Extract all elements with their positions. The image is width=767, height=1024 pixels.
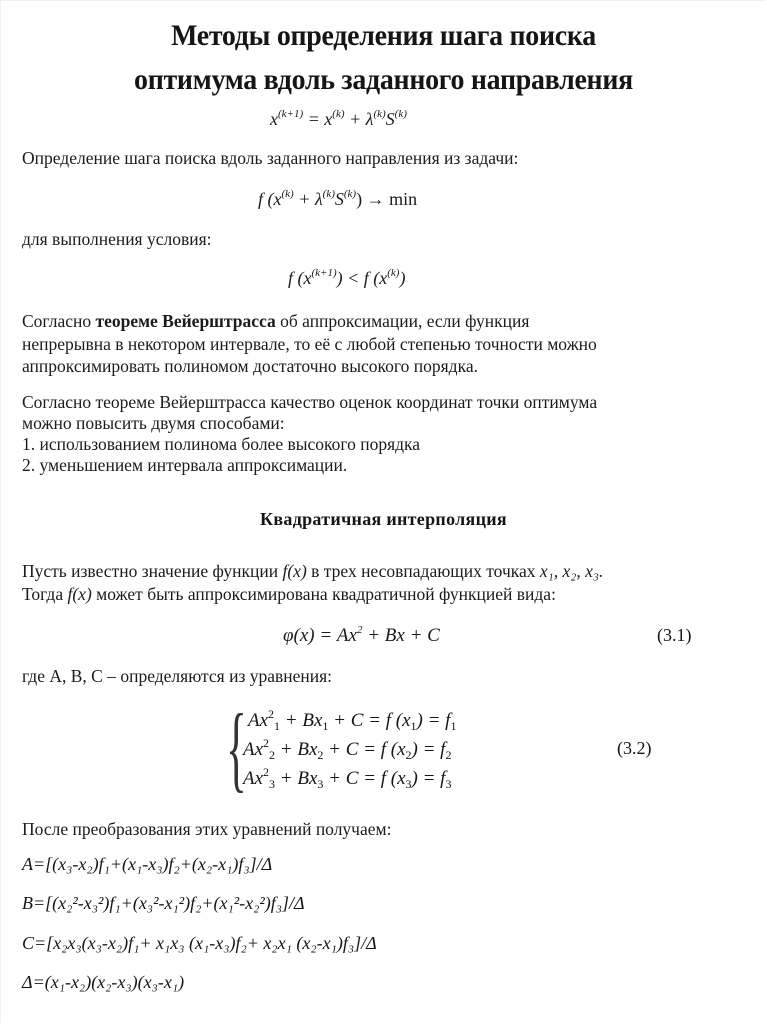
quality-line2: можно повысить двумя способами:: [22, 413, 285, 433]
result-delta: Δ=(x₁-x₂)(x₂-x₃)(x₃-x₁): [22, 972, 185, 992]
formula-condition: f $(x^{(k+1)}) < f$ $(x^{(k)})$: [288, 267, 406, 288]
weierstrass-line1: Согласно теореме Вейерштрасса об аппроксимации, если функция: [22, 311, 530, 331]
interp-line2: Тогда f(x) может быть аппроксимирована квадратичной функцией вида:: [22, 584, 556, 604]
result-B: B=[(x₂²-x₃²)f₁+(x₃²-x₁²)f₂+(x₁²-x₂²)f₃]/Δ: [22, 893, 305, 913]
system-row-3: $Ax^2_3 + Bx_3 + C = f$ $(x_3) = f_3$: [243, 765, 452, 791]
weierstrass-line2: непрерывна в некотором интервале, то её с любой степенью точности можно: [22, 334, 597, 354]
equation-number-3-1: (3.1): [657, 625, 692, 645]
paragraph-condition: для выполнения условия:: [22, 229, 212, 249]
formula-iteration: $x^{(k+1)} = x^{(k)} + \lambda^{(k)}S^{(k)}$: [270, 108, 407, 129]
quality-list-item-1: 1. использованием полинома более высокого порядка: [22, 434, 421, 454]
equation-3-1: $\varphi(x) = Ax^2 + Bx + C$: [283, 624, 440, 646]
weierstrass-line3: аппроксимировать полиномом достаточно высокого порядка.: [22, 356, 478, 376]
paragraph-after: После преобразования этих уравнений получаем:: [22, 819, 392, 839]
slide-title-line2: оптимума вдоль заданного направления: [134, 63, 633, 96]
system-row-1: $Ax^2_1 + Bx_1 + C = f$ $(x_1) = f_1$: [248, 707, 457, 733]
system-brace: {: [226, 694, 247, 801]
paragraph-definition: Определение шага поиска вдоль заданного направления из задачи:: [22, 148, 519, 168]
paragraph-where: где A, B, C – определяются из уравнения:: [22, 666, 333, 686]
interp-line1: Пусть известно значение функции f(x) в трех несовпадающих точках x₁, x₂, x₃.: [22, 561, 604, 581]
result-C: C=[x₂x₃(x₃-x₂)f₁+ x₁x₃ (x₁-x₃)f₂+ x₂x₁ (x₂-x₁)f₃]/Δ: [22, 933, 377, 953]
formula-minimization: f $(x^{(k)} + \lambda^{(k)}S^{(k)}) \to \min$: [258, 188, 418, 209]
quality-line1: Согласно теореме Вейерштрасса качество оценок координат точки оптимума: [22, 392, 598, 412]
quality-list-item-2: 2. уменьшением интервала аппроксимации.: [22, 455, 348, 475]
weierstrass-theorem-bold: теореме Вейерштрасса: [95, 311, 276, 331]
system-row-2: $Ax^2_2 + Bx_2 + C = f$ $(x_2) = f_2$: [243, 736, 452, 762]
slide-title-line1: Методы определения шага поиска: [171, 19, 596, 52]
equation-number-3-2: (3.2): [617, 738, 652, 758]
section-heading: Квадратичная интерполяция: [260, 509, 507, 529]
result-A: A=[(x₃-x₂)f₁+(x₁-x₃)f₂+(x₂-x₁)f₃]/Δ: [22, 854, 273, 874]
